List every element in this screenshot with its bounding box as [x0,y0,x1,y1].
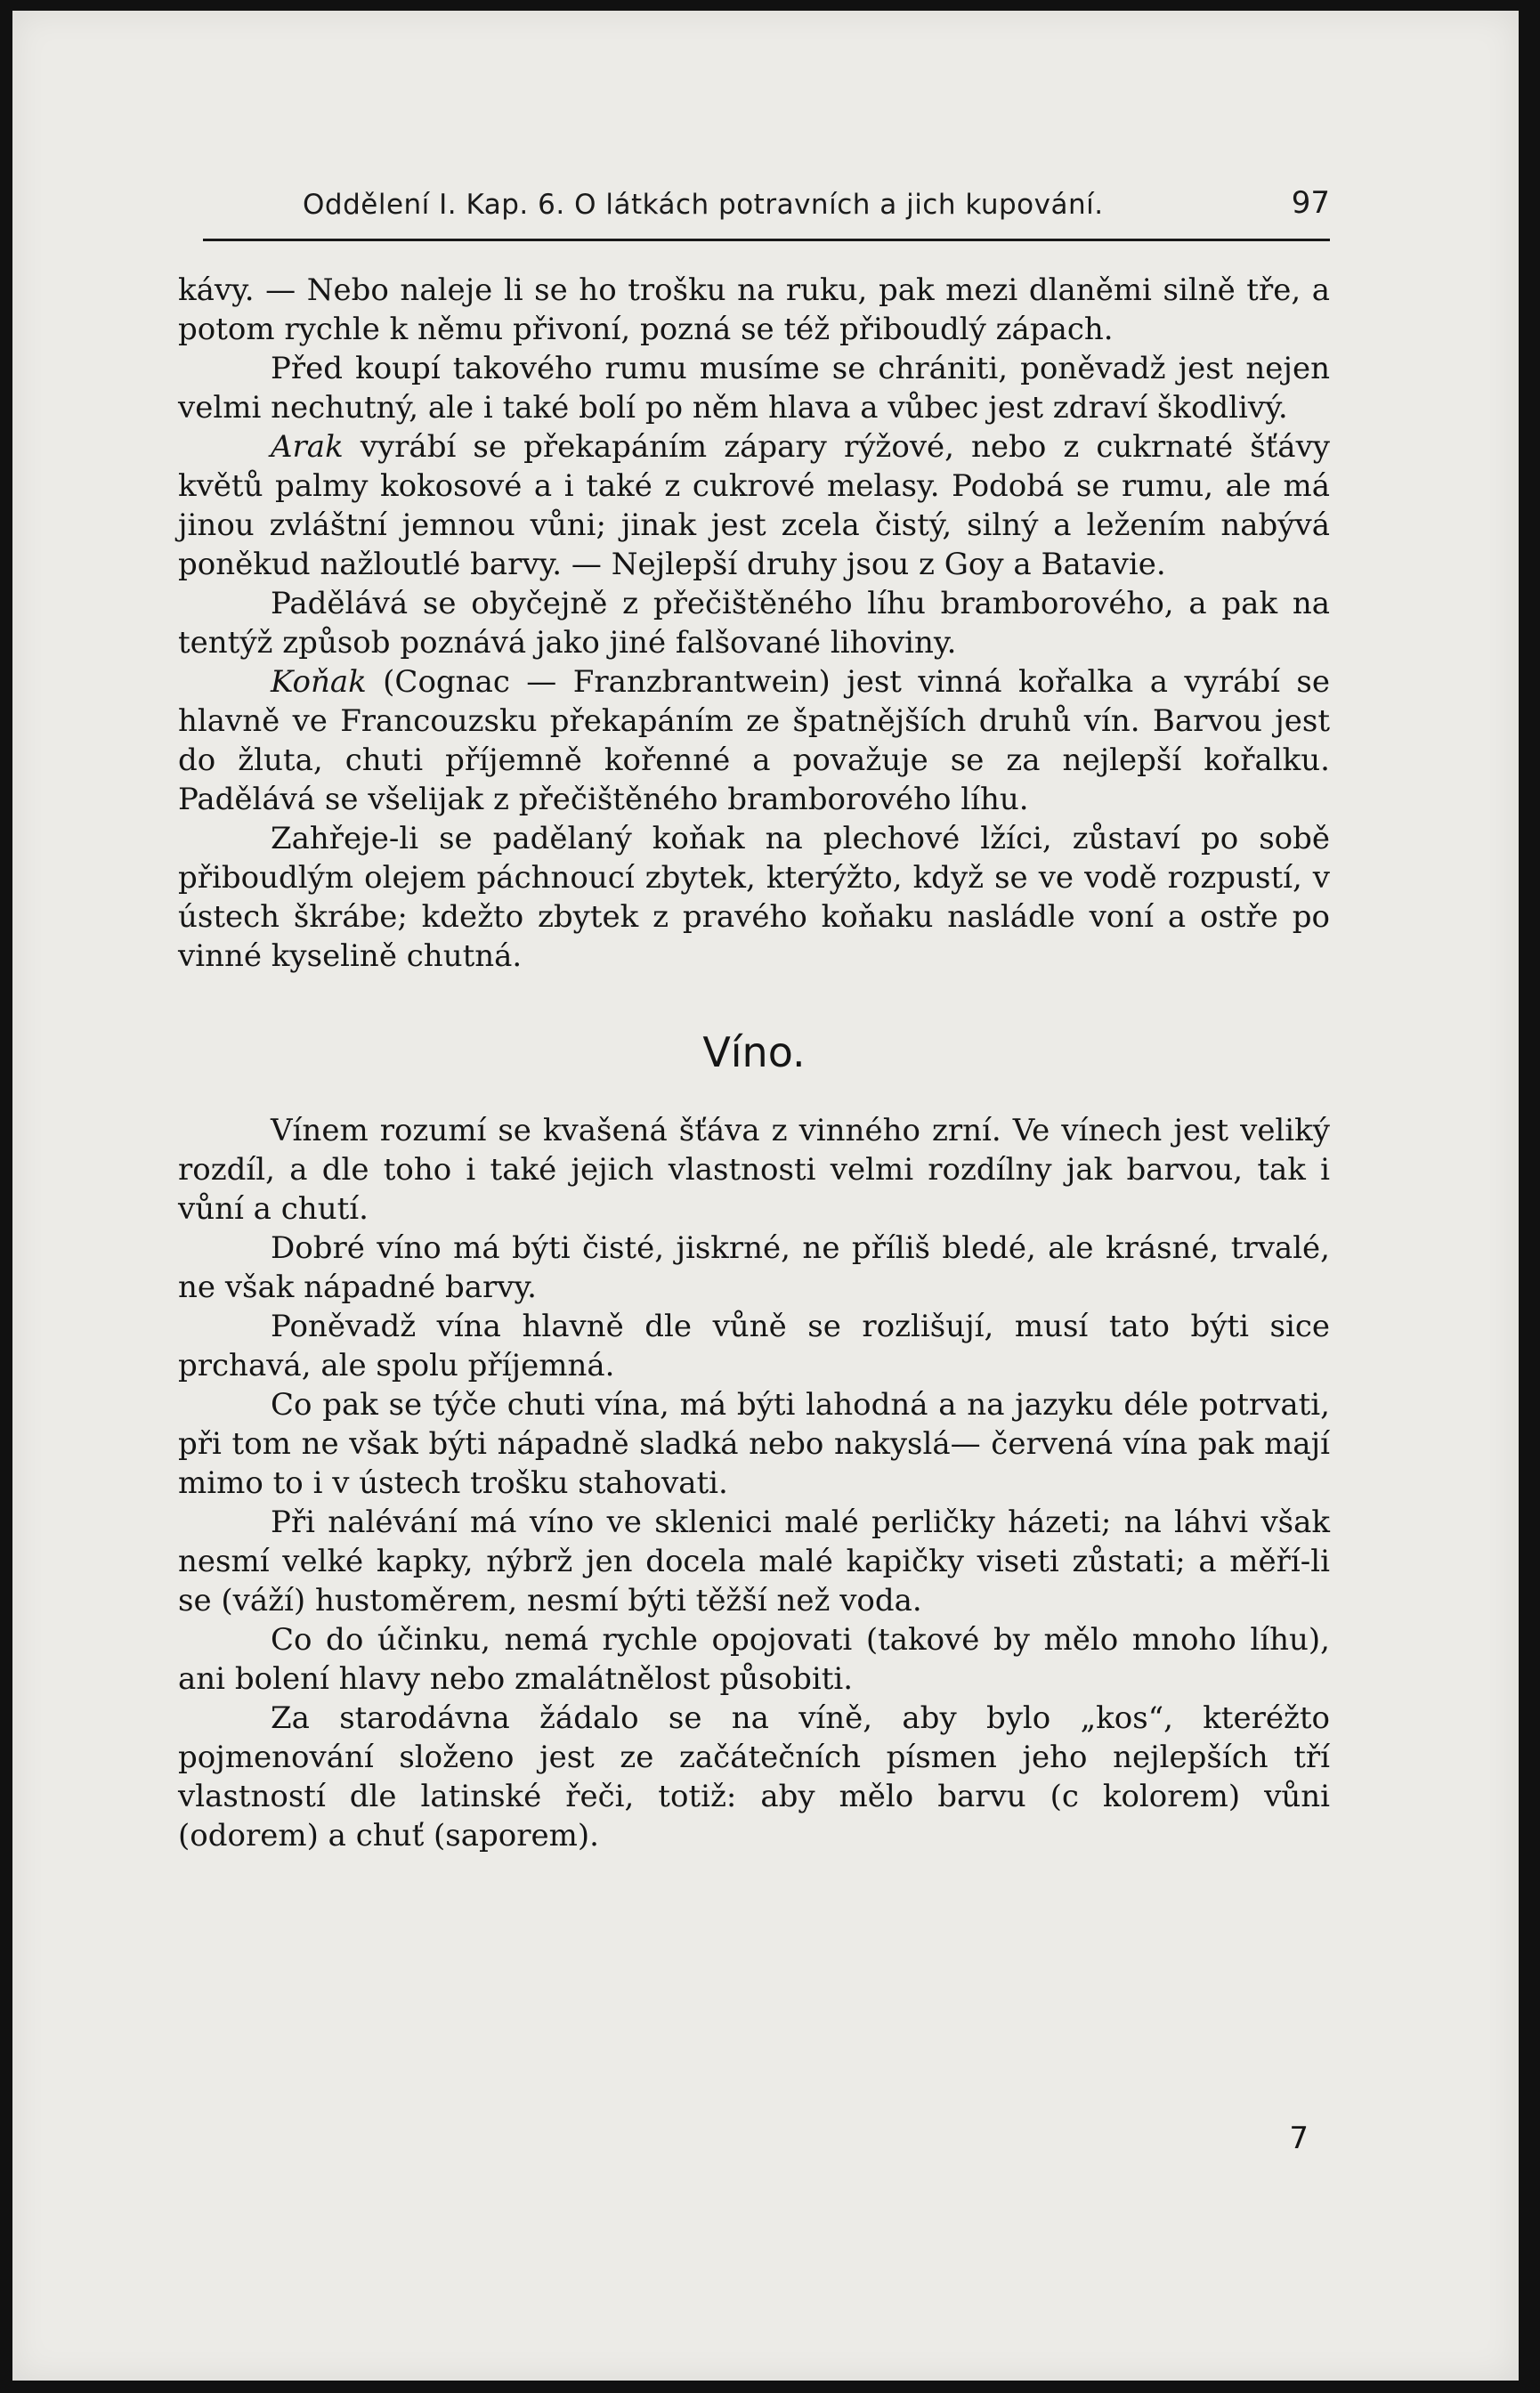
running-header [203,182,1330,241]
paragraph-term: Koňak [271,664,367,700]
paragraph [178,1385,1330,1503]
page-body [178,271,1330,1855]
paragraph [178,1503,1330,1620]
paragraph-text: Za starodávna žádalo se na víně, aby bylo „kos“, kteréžto pojmenování složeno jest ze začátečních písmen jeho nejlepších tří vlastností dle latinské řeči, totiž: aby mělo barvu (c kolorem) vůni (odorem) a chuť (saporem). [178,1700,1330,1854]
paragraph [178,1229,1330,1307]
paragraph [178,349,1330,427]
paragraph-text: kávy. — Nebo naleje li se ho trošku na ruku, pak mezi dlaněmi silně tře, a potom rychle k němu přivoní, pozná se též přiboudlý zápach. [178,272,1330,347]
paragraph [178,584,1330,662]
paragraph-term: Arak [271,429,344,465]
signature-mark: 7 [1289,2121,1309,2156]
paragraph [178,1620,1330,1699]
paragraph-text: Padělává se obyčejně z přečištěného líhu bramborového, a pak na tentýž způsob poznává jako jiné falšované lihoviny. [178,586,1330,661]
paragraph-text: Co do účinku, nemá rychle opojovati (takové by mělo mnoho líhu), ani bolení hlavy nebo zmalátnělost působiti. [178,1622,1330,1697]
text-block-wine [178,1111,1330,1855]
paragraph [178,271,1330,349]
paragraph [178,427,1330,584]
book-page [12,11,1519,2381]
paragraph-text: Dobré víno má býti čisté, jiskrné, ne příliš bledé, ale krásné, trvalé, ne však nápadné barvy. [178,1230,1330,1305]
paragraph [178,819,1330,976]
paragraph-text: Co pak se týče chuti vína, má býti lahodná a na jazyku déle potrvati, při tom ne však býti nápadně sladká nebo nakyslá— červená vína pak mají mimo to i v ústech trošku stahovati. [178,1387,1330,1501]
text-block-spirits [178,271,1330,976]
paragraph [178,1111,1330,1229]
paragraph-text: Při nalévání má víno ve sklenici malé perličky házeti; na láhvi však nesmí velké kapky, nýbrž jen docela malé kapičky viseti zůstati; a měří-li se (váží) hustoměrem, nesmí býti těžší než voda. [178,1505,1330,1618]
paragraph-text: Zahřeje-li se padělaný koňak na plechové lžíci, zůstaví po sobě přiboudlým olejem páchnoucí zbytek, kterýžto, když se ve vodě rozpustí, v ústech škrábe; kdežto zbytek z pravého koňaku nasládle voní a ostře po vinné kyselině chutná. [178,821,1330,974]
paragraph-text: Poněvadž vína hlavně dle vůně se rozlišují, musí tato býti sice prchavá, ale spolu příjemná. [178,1309,1330,1383]
running-title: Oddělení I. Kap. 6. O látkách potravních a jich kupování. [303,189,1104,221]
paragraph-text: Před koupí takového rumu musíme se chrániti, poněvadž jest nejen velmi nechutný, ale i také bolí po něm hlava a vůbec jest zdraví škodlivý. [178,351,1330,426]
section-heading: Víno. [702,1028,806,1076]
paragraph [178,662,1330,819]
paragraph [178,1307,1330,1385]
paragraph-text: vyrábí se překapáním zápary rýžové, nebo z cukrnaté šťávy květů palmy kokosové a i také z cukrové melasy. Podobá se rumu, ale má jinou zvláštní jemnou vůni; jinak jest zcela čistý, silný a ležením nabývá poněkud nažloutlé barvy. — Nejlepší druhy jsou z Goy a Batavie. [178,429,1330,582]
paragraph-text: Vínem rozumí se kvašená šťáva z vinného zrní. Ve vínech jest veliký rozdíl, a dle toho i také jejich vlastnosti velmi rozdílny jak barvou, tak i vůní a chutí. [178,1113,1330,1227]
paragraph [178,1699,1330,1855]
page-number: 97 [1291,185,1330,221]
paragraph-text: (Cognac — Franzbrantwein) jest vinná kořalka a vyrábí se hlavně ve Francouzsku překapáním ze špatnějších druhů vín. Barvou jest do žluta, chuti příjemně kořenné a považuje se za nejlepší kořalku. Padělává se všelijak z přečištěného bramborového líhu. [178,664,1330,817]
